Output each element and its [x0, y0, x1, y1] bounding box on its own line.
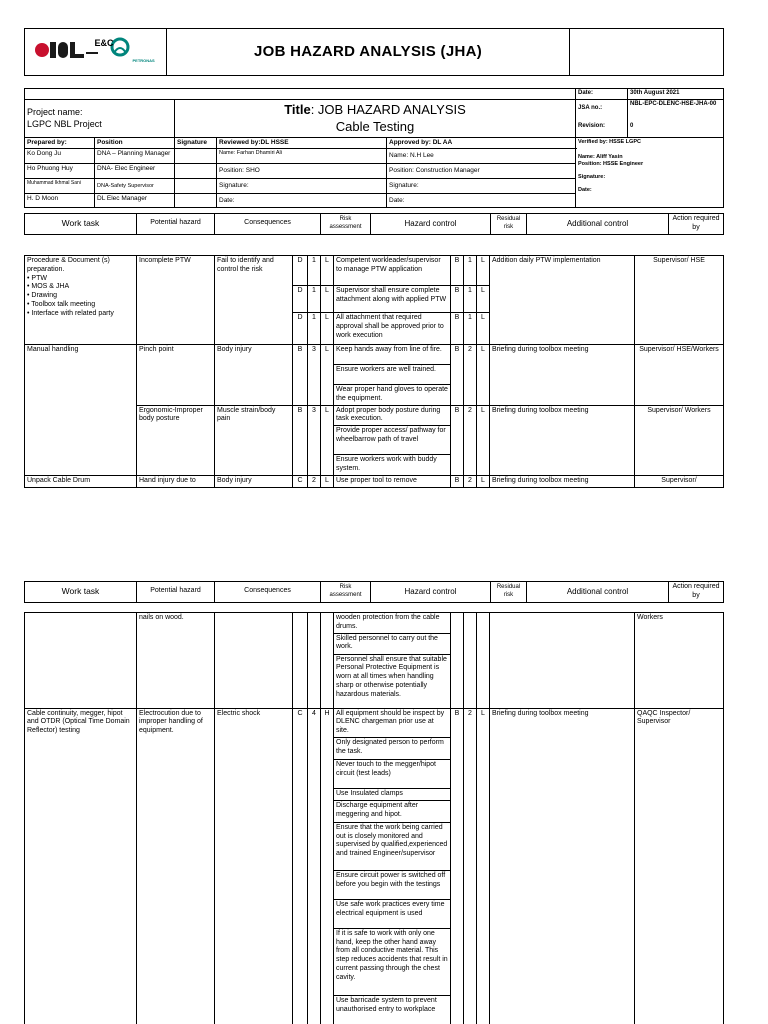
hazard-cell: Incomplete PTW	[137, 256, 215, 345]
hazard-control-cell: Competent workleader/supervisor to manage PTW application	[334, 256, 451, 286]
risk-likelihood: D	[293, 313, 308, 345]
reviewer-signature: Signature:	[217, 179, 387, 194]
revision-value: 0	[630, 123, 634, 129]
petronas-text: PETRONAS	[132, 57, 155, 63]
risk-severity: 4	[308, 708, 321, 1024]
table-row	[25, 613, 724, 634]
project-name-value: LGPC NBL Project	[27, 118, 102, 129]
preparer-position: DL Elec Manager	[95, 194, 175, 208]
residual-rating: L	[477, 708, 490, 1024]
action-by-cell: Workers	[635, 613, 724, 709]
hazard-cell: Hand injury due to	[137, 475, 215, 487]
date-label: Date:	[576, 89, 628, 100]
hazard-control-cell: Discharge equipment after meggering and hipot.	[334, 800, 451, 822]
hazard-control-cell: Ensure that the work being carried out is closely monitored and supervised by qualified,experienced and trained Engineer/supervisor	[334, 822, 451, 870]
risk-severity: 3	[308, 345, 321, 406]
hazard-control-cell: Adopt proper body posture during task execution.	[334, 405, 451, 426]
col-work-task: Work task	[25, 582, 137, 603]
hazard-cell: Ergonomic-Improper body posture	[137, 405, 215, 475]
risk-likelihood: D	[293, 286, 308, 313]
hazard-control-cell: Never touch to the megger/hipot circuit (test leads)	[334, 759, 451, 788]
consequence-cell: Electric shock	[215, 708, 293, 1024]
hazard-control-cell: If it is safe to work with only one hand, keep the other hand away from all conductive material. This step reduces accidents that result in current passing through the chest cavity.	[334, 928, 451, 995]
date-value: 30th August 2021	[628, 89, 724, 100]
verified-signature: Signature:	[578, 173, 606, 180]
col-additional-control: Additional control	[527, 214, 669, 235]
col-additional-control: Additional control	[527, 582, 669, 603]
risk-rating: L	[321, 256, 334, 286]
preparer-name: Muhammad Ikhmal Sani	[25, 179, 95, 194]
risk-severity: 3	[308, 405, 321, 475]
verified-by-label: Verified by: HSSE LGPC	[578, 139, 641, 145]
preparer-name: H. D Moon	[25, 194, 95, 208]
col-action-required: Action required by	[669, 582, 724, 603]
verified-position: Position: HSSE Engineer	[578, 160, 644, 167]
risk-severity: 1	[308, 256, 321, 286]
approver-signature: Signature:	[387, 179, 576, 194]
risk-severity: 1	[308, 313, 321, 345]
jha-table-page1	[24, 255, 724, 488]
residual-rating: L	[477, 405, 490, 475]
risk-rating: H	[321, 708, 334, 1024]
residual-severity: 2	[464, 405, 477, 475]
dl-petronas-logo	[28, 31, 164, 71]
hazard-control-cell: Provide proper access/ pathway for wheelbarrow path of travel	[334, 426, 451, 455]
risk-likelihood: D	[293, 256, 308, 286]
residual-severity: 1	[464, 256, 477, 286]
col-risk-assessment: Risk assessment	[321, 582, 371, 603]
logo-suffix: E&C	[94, 37, 114, 48]
residual-severity: 2	[464, 475, 477, 487]
col-hazard-control: Hazard control	[371, 214, 491, 235]
work-task-cell: Procedure & Document (s) preparation. • PTW • MOS & JHA • Drawing • Toolbox talk meeting • Interface with related party	[25, 256, 137, 345]
work-task-cell: Unpack Cable Drum	[25, 475, 137, 487]
col-consequences: Consequences	[215, 582, 321, 603]
column-header-row	[24, 213, 724, 235]
risk-severity: 2	[308, 475, 321, 487]
reviewed-by-label: Reviewed by:DL HSSE	[217, 138, 387, 149]
action-by-cell: Supervisor/	[635, 475, 724, 487]
position-header: Position	[95, 138, 175, 149]
residual-rating: L	[477, 286, 490, 313]
col-residual-risk: Residual risk	[491, 214, 527, 235]
residual-likelihood: B	[451, 405, 464, 475]
consequence-cell: Body injury	[215, 475, 293, 487]
hazard-control-cell: Use safe work practices every time electrical equipment is used	[334, 899, 451, 928]
residual-rating: L	[477, 256, 490, 286]
additional-control-cell: Briefing during toolbox meeting	[490, 708, 635, 1024]
additional-control-cell: Briefing during toolbox meeting	[490, 345, 635, 406]
action-by-cell: Supervisor/ Workers	[635, 405, 724, 475]
residual-severity: 2	[464, 345, 477, 406]
risk-likelihood: C	[293, 708, 308, 1024]
jha-table-page2	[24, 612, 724, 1024]
risk-rating: L	[321, 286, 334, 313]
risk-rating: L	[321, 405, 334, 475]
risk-likelihood: C	[293, 475, 308, 487]
risk-likelihood: B	[293, 345, 308, 406]
column-header-row	[24, 581, 724, 603]
risk-rating: L	[321, 345, 334, 406]
company-logo	[25, 29, 167, 76]
additional-control-cell: Addition daily PTW implementation	[490, 256, 635, 345]
hazard-control-cell: Keep hands away from line of fire.	[334, 345, 451, 365]
residual-severity: 2	[464, 708, 477, 1024]
hazard-control-cell: Use barricade system to prevent unauthorised entry to workplace	[334, 995, 451, 1024]
hazard-control-cell: Use proper tool to remove	[334, 475, 451, 487]
action-by-cell: QAQC Inspector/ Supervisor	[635, 708, 724, 1024]
additional-control-cell: Briefing during toolbox meeting	[490, 475, 635, 487]
jha-value: NBL-EPC-DLENC-HSE-JHA-00	[630, 101, 717, 107]
residual-likelihood: B	[451, 475, 464, 487]
hazard-control-cell: Ensure workers are well trained.	[334, 365, 451, 385]
residual-severity: 1	[464, 286, 477, 313]
consequence-cell: Fail to identify and control the risk	[215, 256, 293, 345]
action-by-cell: Supervisor/ HSE/Workers	[635, 345, 724, 406]
hazard-control-cell: All attachment that required approval shall be approved prior to work execution	[334, 313, 451, 345]
hazard-control-cell: Wear proper hand gloves to operate the equipment.	[334, 385, 451, 406]
col-hazard-control: Hazard control	[371, 582, 491, 603]
reviewer-date: Date:	[217, 194, 387, 208]
title-label: Title	[284, 102, 311, 118]
hazard-control-cell: wooden protection from the cable drums.	[334, 613, 451, 634]
col-consequences: Consequences	[215, 214, 321, 235]
risk-severity: 1	[308, 286, 321, 313]
col-risk-assessment: Risk assessment	[321, 214, 371, 235]
hazard-control-cell: Supervisor shall ensure complete attachment along with applied PTW	[334, 286, 451, 313]
hazard-control-cell: Personnel shall ensure that suitable Personal Protective Equipment is worn at all times when handling sharp or otherwise potentially hazardous materials.	[334, 654, 451, 708]
additional-control-cell: Briefing during toolbox meeting	[490, 405, 635, 475]
risk-likelihood: B	[293, 405, 308, 475]
verified-name: Name: Aliff Yasin	[578, 153, 623, 160]
residual-likelihood: B	[451, 256, 464, 286]
residual-likelihood: B	[451, 286, 464, 313]
document-title: JOB HAZARD ANALYSIS (JHA)	[167, 29, 570, 76]
hazard-cell: Pinch point	[137, 345, 215, 406]
revision-label: Revision:	[578, 123, 606, 129]
action-by-cell: Supervisor/ HSE	[635, 256, 724, 345]
hazard-control-cell: Use Insulated clamps	[334, 788, 451, 800]
residual-likelihood: B	[451, 345, 464, 406]
title-value: : JOB HAZARD ANALYSIS	[310, 102, 466, 118]
title-sub: Cable Testing	[335, 118, 415, 134]
hazard-control-cell: All equipment should be inspect by DLENC chargeman prior use at site.	[334, 708, 451, 737]
col-action-required: Action required by	[669, 214, 724, 235]
consequence-cell: Muscle strain/body pain	[215, 405, 293, 475]
preparer-name: Ho Phuong Huy	[25, 164, 95, 179]
residual-rating: L	[477, 345, 490, 406]
verified-date: Date:	[578, 186, 592, 193]
hazard-cell: nails on wood.	[137, 613, 215, 709]
residual-rating: L	[477, 475, 490, 487]
hazard-control-cell: Skilled personnel to carry out the work.	[334, 633, 451, 654]
signature-header: Signature	[175, 138, 217, 149]
col-potential-hazard: Potential hazard	[137, 582, 215, 603]
prepared-by-label: Prepared by:	[25, 138, 95, 149]
consequence-cell: Body injury	[215, 345, 293, 406]
residual-rating: L	[477, 313, 490, 345]
residual-likelihood: B	[451, 708, 464, 1024]
preparer-name: Ko Dong Ju	[25, 149, 95, 164]
hazard-control-cell: Ensure circuit power is switched off before you begin with the testings	[334, 870, 451, 899]
preparer-position: DNA – Planning Manager	[95, 149, 175, 164]
approver-position: Position: Construction Manager	[387, 164, 576, 179]
table-row	[25, 345, 724, 365]
hazard-control-cell: Only designated person to perform the task.	[334, 737, 451, 759]
risk-rating: L	[321, 475, 334, 487]
hazard-cell: Electrocution due to improper handling of equipment.	[137, 708, 215, 1024]
preparer-position: DNA- Elec Engineer	[95, 164, 175, 179]
preparer-position: DNA-Safety Supervisor	[95, 179, 175, 194]
jha-label: JSA no.:	[578, 105, 603, 111]
residual-severity: 1	[464, 313, 477, 345]
residual-likelihood: B	[451, 313, 464, 345]
col-work-task: Work task	[25, 214, 137, 235]
table-row	[25, 256, 724, 286]
table-row	[25, 708, 724, 737]
work-task-cell: Manual handling	[25, 345, 137, 476]
reviewer-name: Name: Farhan Dhamiri Ali	[217, 149, 387, 164]
reviewer-position: Position: SHO	[217, 164, 387, 179]
risk-rating: L	[321, 313, 334, 345]
approver-name: Name: N.H Lee	[387, 149, 576, 164]
hazard-control-cell: Ensure workers work with buddy system.	[334, 455, 451, 476]
col-potential-hazard: Potential hazard	[137, 214, 215, 235]
col-residual-risk: Residual risk	[491, 582, 527, 603]
approved-by-label: Approved by: DL AA	[387, 138, 576, 149]
project-name-label: Project name:	[27, 107, 83, 118]
table-row	[25, 475, 724, 487]
work-task-cell: Cable continuity, megger, hipot and OTDR (Optical Time Domain Reflector) testing	[25, 708, 137, 1024]
approver-date: Date:	[387, 194, 576, 208]
